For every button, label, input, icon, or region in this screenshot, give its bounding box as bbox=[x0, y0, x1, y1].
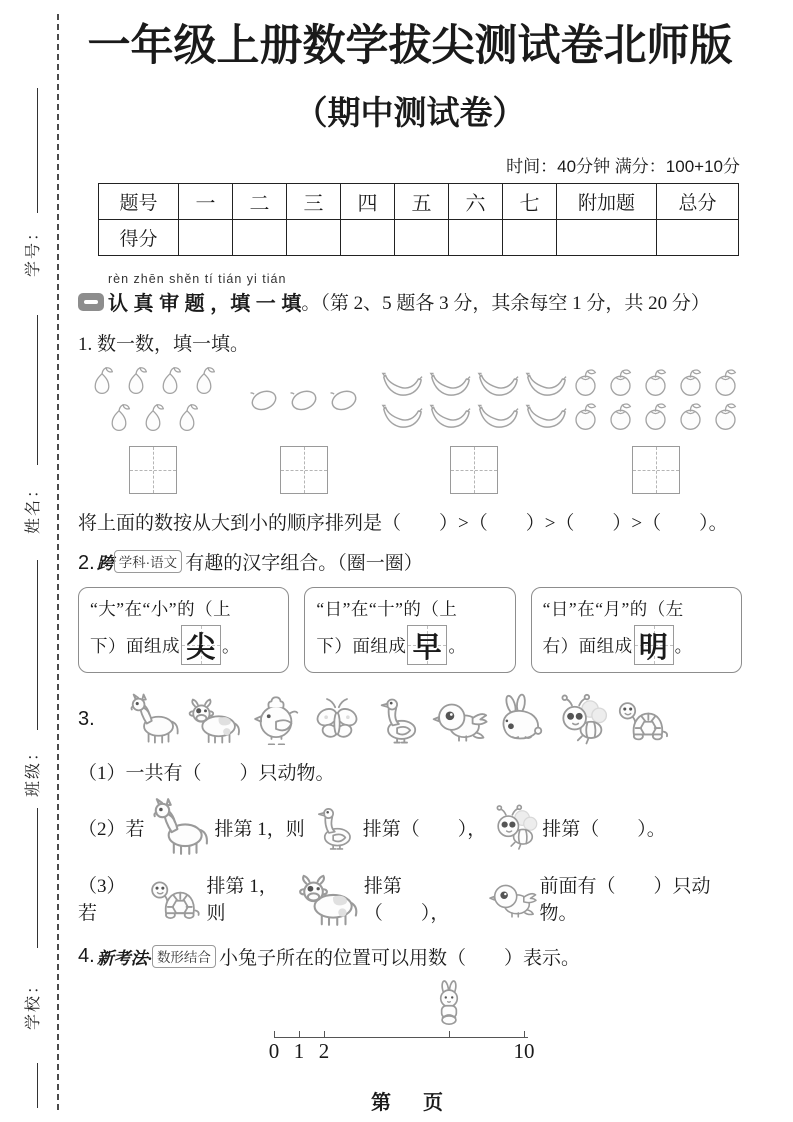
question-3-number: 3. bbox=[78, 707, 95, 730]
cow-inline-image bbox=[296, 869, 362, 927]
tick-10 bbox=[524, 1031, 525, 1038]
sub2-seg1: 排第 1，则 bbox=[214, 818, 305, 840]
answer-char-box bbox=[634, 625, 674, 665]
score-blank-cell bbox=[657, 220, 739, 256]
question-4-number: 4. bbox=[78, 945, 95, 968]
question-1-order-text: 将上面的数按从大到小的顺序排列是（ ）>（ ）>（ ）>（ ）。 bbox=[78, 513, 728, 535]
score-blank-cell bbox=[503, 220, 557, 256]
banana-icon bbox=[523, 400, 569, 431]
margin-field-label-3: 班级： bbox=[25, 742, 42, 797]
sub2-seg3: 排第（ ）。 bbox=[542, 818, 666, 840]
section-one-header bbox=[78, 272, 742, 316]
margin-field-label-4: 学校： bbox=[25, 975, 42, 1030]
table-header-cell: 五 bbox=[395, 184, 449, 220]
card-line1: “日”在“月”的（左 bbox=[542, 599, 684, 620]
cow-icon bbox=[296, 869, 362, 927]
apple-icon bbox=[569, 400, 602, 433]
bird-icon bbox=[486, 876, 538, 920]
cow-icon bbox=[186, 693, 244, 745]
answer-char-box bbox=[407, 625, 447, 665]
badge-box-label: 学科·语文 bbox=[114, 550, 183, 573]
section-one-note: 。（第 2、5 题各 3 分，其余每空 1 分，共 20 分） bbox=[301, 293, 710, 315]
count-answer-box bbox=[632, 446, 680, 494]
count-answer-box bbox=[280, 446, 328, 494]
answer-char-box bbox=[181, 625, 221, 665]
sub3-seg1: 排第 1，则 bbox=[206, 876, 278, 925]
banana-icon bbox=[475, 400, 521, 431]
turtle-inline-image bbox=[144, 873, 204, 923]
apple-icon bbox=[639, 366, 672, 399]
banana-icon bbox=[427, 400, 473, 431]
margin-dashed-divider bbox=[57, 14, 59, 1110]
badge-prefix: 跨 bbox=[96, 554, 114, 574]
question-2-text bbox=[78, 548, 742, 575]
card-line2: 下）面组成 bbox=[90, 635, 180, 656]
banana-icon bbox=[379, 368, 425, 399]
table-header-cell: 二 bbox=[233, 184, 287, 220]
fruit-grid bbox=[78, 362, 742, 494]
card-line2: 下）面组成 bbox=[316, 635, 407, 656]
table-header-cell: 总分 bbox=[657, 184, 739, 220]
mango-icon bbox=[325, 386, 363, 413]
apple-icon bbox=[604, 400, 637, 433]
tick-label-0: 0 bbox=[268, 1039, 280, 1064]
fruit-group-banana bbox=[379, 362, 569, 494]
bird-inline-image bbox=[486, 876, 538, 920]
question-2-body: 有趣的汉字组合。（圈一圈） bbox=[185, 553, 423, 575]
sub3-seg3: 前面有（ ）只动物。 bbox=[539, 876, 711, 925]
tick-label-1: 1 bbox=[293, 1039, 305, 1064]
fruit-group-pear bbox=[78, 362, 229, 494]
table-header-cell: 一 bbox=[179, 184, 233, 220]
card-tail: 。 bbox=[448, 635, 467, 656]
question-3-sub1: （1）一共有（ ）只动物。 bbox=[78, 763, 335, 785]
apple-icon bbox=[569, 366, 602, 399]
bee-icon bbox=[488, 804, 540, 850]
banana-icon bbox=[475, 368, 521, 399]
score-table bbox=[98, 183, 739, 256]
table-header-cell: 六 bbox=[449, 184, 503, 220]
number-line-axis bbox=[274, 1037, 528, 1038]
apple-icon bbox=[674, 366, 707, 399]
section-one-marker-icon bbox=[78, 293, 104, 311]
butterfly-icon bbox=[308, 693, 366, 745]
tick-7 bbox=[449, 1031, 450, 1038]
tick-0 bbox=[274, 1031, 275, 1038]
question-3-header bbox=[78, 693, 742, 745]
banana-icon bbox=[379, 400, 425, 431]
number-line bbox=[268, 972, 540, 1064]
card-line2: 右）面组成 bbox=[542, 635, 633, 656]
margin-field-blank-line bbox=[37, 315, 38, 465]
answer-char: 明 bbox=[638, 631, 669, 664]
turtle-icon bbox=[144, 873, 204, 923]
tick-1 bbox=[299, 1031, 300, 1038]
sub2-pre: （2）若 bbox=[78, 818, 145, 840]
time-score-info: 时间：40分钟 满分：100+10分 bbox=[506, 157, 740, 177]
question-4-body: 小兔子所在的位置可以用数（ ）表示。 bbox=[218, 948, 580, 970]
apple-icon bbox=[709, 400, 742, 433]
score-row-label: 得分 bbox=[99, 220, 179, 256]
question-3-sub2 bbox=[78, 798, 742, 856]
page-subtitle: （期中测试卷） bbox=[294, 94, 526, 132]
page-title: 一年级上册数学拔尖测试卷北师版 bbox=[87, 22, 733, 70]
score-blank-cell bbox=[233, 220, 287, 256]
table-corner-cell: 题号 bbox=[99, 184, 179, 220]
count-answer-box bbox=[450, 446, 498, 494]
section-one-title: 认 真 审 题 ，填 一 填 bbox=[108, 293, 302, 316]
table-header-cell: 四 bbox=[341, 184, 395, 220]
goose-inline-image bbox=[307, 803, 361, 851]
card-line1: “日”在“十”的（上 bbox=[316, 599, 458, 620]
sub2-seg2: 排第（ ）， bbox=[362, 818, 487, 840]
margin-field-blank-line bbox=[37, 560, 38, 730]
tick-label-10: 10 bbox=[513, 1039, 535, 1064]
badge-prefix: 新考法· bbox=[96, 949, 152, 969]
horse-icon bbox=[147, 798, 213, 856]
question-1-text: 1. 数一数，填一填。 bbox=[78, 334, 250, 356]
question-3-sub3 bbox=[78, 869, 742, 927]
goose-icon bbox=[369, 693, 427, 745]
paper-body bbox=[78, 16, 742, 1115]
score-blank-cell bbox=[449, 220, 503, 256]
horse-icon bbox=[125, 693, 183, 745]
score-blank-cell bbox=[395, 220, 449, 256]
margin-field-label-2: 姓名： bbox=[25, 479, 42, 534]
banana-icon bbox=[427, 368, 473, 399]
question-4-text bbox=[78, 943, 742, 970]
rabbit-icon bbox=[491, 693, 549, 745]
question-2-number: 2. bbox=[78, 552, 95, 575]
chicken-icon bbox=[247, 693, 305, 745]
margin-field-label-1: 学号： bbox=[25, 222, 42, 277]
animal-row bbox=[125, 693, 671, 745]
table-header-cell: 三 bbox=[287, 184, 341, 220]
score-blank-cell bbox=[287, 220, 341, 256]
card-line1: “大”在“小”的（上 bbox=[90, 599, 232, 620]
banana-icon bbox=[523, 368, 569, 399]
tick-label-2: 2 bbox=[318, 1039, 330, 1064]
fruit-group-apple bbox=[569, 362, 742, 494]
mango-icon bbox=[285, 386, 323, 413]
pear-icon bbox=[188, 363, 220, 399]
pear-icon bbox=[86, 363, 118, 399]
score-blank-cell bbox=[557, 220, 657, 256]
bee-inline-image bbox=[488, 804, 540, 850]
margin-field-blank-line bbox=[37, 88, 38, 213]
section-pinyin: rèn zhēn shěn tí tián yi tián bbox=[108, 272, 287, 287]
fruit-group-mango bbox=[229, 362, 380, 494]
hanzi-cards bbox=[78, 587, 742, 673]
pear-icon bbox=[120, 363, 152, 399]
apple-icon bbox=[709, 366, 742, 399]
hanzi-card-zao bbox=[304, 587, 515, 673]
answer-char: 早 bbox=[412, 631, 443, 664]
pear-icon bbox=[154, 363, 186, 399]
table-header-cell: 附加题 bbox=[557, 184, 657, 220]
hanzi-card-ming bbox=[531, 587, 742, 673]
turtle-icon bbox=[613, 693, 671, 745]
tick-2 bbox=[324, 1031, 325, 1038]
count-answer-box bbox=[129, 446, 177, 494]
rabbit-stand-icon bbox=[432, 980, 466, 1026]
score-blank-cell bbox=[341, 220, 395, 256]
horse-inline-image bbox=[147, 798, 213, 856]
pear-icon bbox=[171, 400, 203, 436]
cross-subject-badge bbox=[97, 553, 183, 574]
answer-char: 尖 bbox=[186, 631, 216, 664]
apple-icon bbox=[639, 400, 672, 433]
bird-icon bbox=[430, 693, 488, 745]
pear-icon bbox=[137, 400, 169, 436]
sub3-pre: （3）若 bbox=[78, 876, 126, 925]
table-header-cell: 七 bbox=[503, 184, 557, 220]
apple-icon bbox=[674, 400, 707, 433]
bee-icon bbox=[552, 693, 610, 745]
margin-field-blank-line bbox=[37, 1063, 38, 1108]
new-method-badge bbox=[97, 944, 216, 969]
score-blank-cell bbox=[179, 220, 233, 256]
apple-icon bbox=[604, 366, 637, 399]
rabbit-marker bbox=[432, 980, 466, 1031]
hanzi-card-jian bbox=[78, 587, 289, 673]
mango-icon bbox=[245, 386, 283, 413]
goose-icon bbox=[307, 803, 361, 851]
card-tail: 。 bbox=[674, 635, 693, 656]
page-footer: 第 页 bbox=[371, 1092, 449, 1115]
card-tail: 。 bbox=[222, 635, 240, 656]
sub3-seg2: 排第（ ）， bbox=[363, 876, 450, 925]
badge-box-label: 数形结合 bbox=[152, 945, 216, 968]
margin-field-blank-line bbox=[37, 808, 38, 948]
pear-icon bbox=[103, 400, 135, 436]
